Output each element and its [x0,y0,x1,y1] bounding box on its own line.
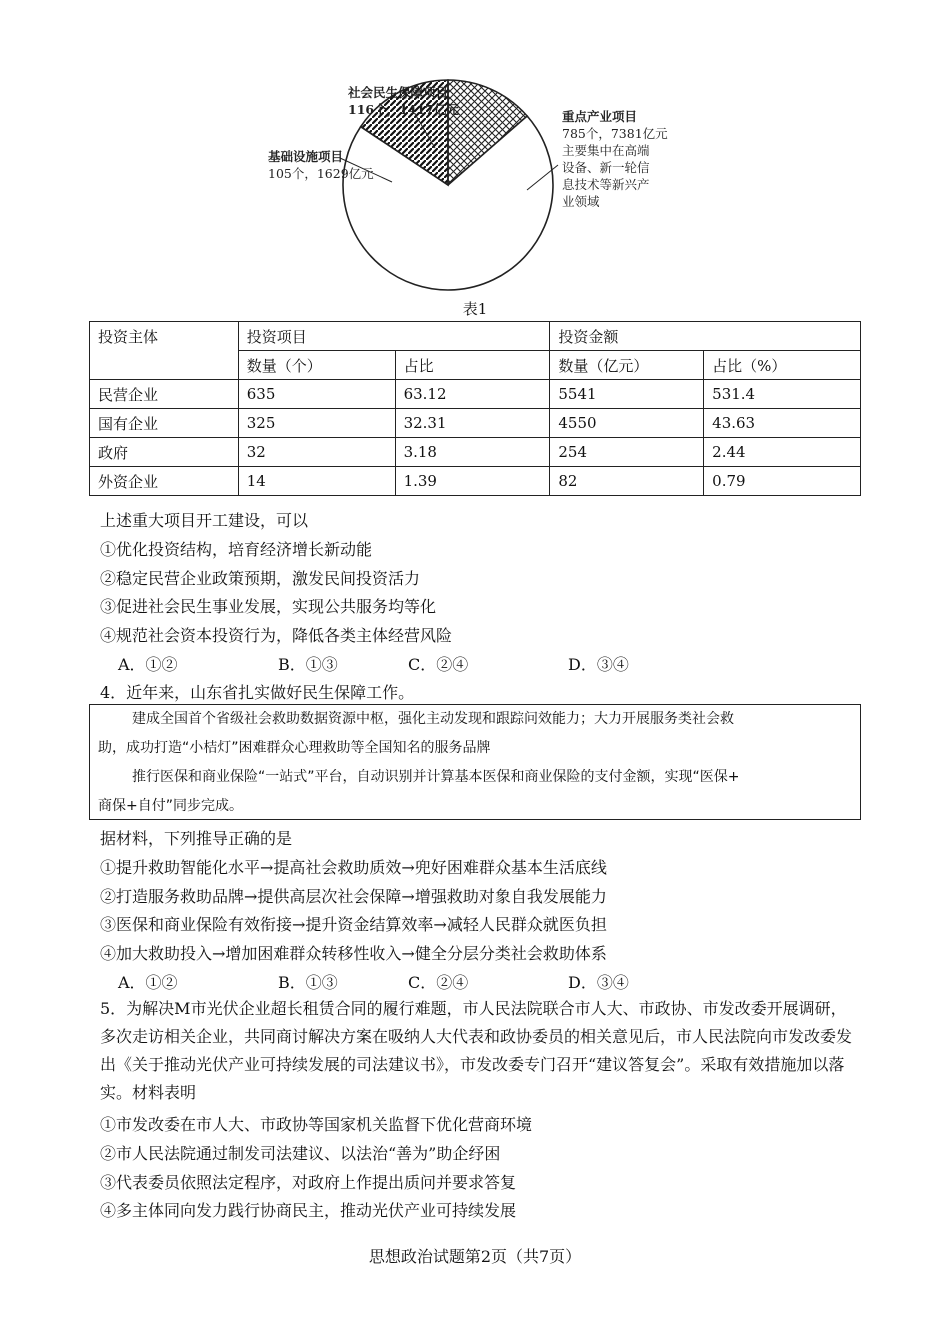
investment-table [89,321,861,496]
q3-item: ①优化投资结构，培育经济增长新动能 [100,540,373,559]
material-line: 建成全国首个省级社会救助数据资源中枢，强化主动发现和跟踪问效能力；大力开展服务类社会救 [132,711,734,727]
table-cell: 635 [238,380,395,409]
table-cell: 531.4 [704,380,861,409]
material-line: 推行医保和商业保险“一站式”平台，自动识别并计算基本医保和商业保险的支付金额，实现“医保+ [132,769,740,785]
q4-item: ④加大救助投入→增加困难群众转移性收入→健全分层分类社会救助体系 [100,944,607,963]
option-a[interactable]: A．①② [118,973,178,992]
slice-note: 主要集中在高端 [562,143,650,158]
option-a[interactable]: A．①② [118,655,178,674]
subheader-cell: 数量（亿元） [550,351,704,380]
table-cell: 5541 [550,380,704,409]
q4-item: ③医保和商业保险有效衔接→提升资金结算效率→减轻人民群众就医负担 [100,915,607,934]
q4-item: ②打造服务救助品牌→提供高层次社会保障→增强救助对象自我发展能力 [100,887,607,906]
slice-label-livelihood [348,84,459,118]
table-cell: 325 [238,409,395,438]
table-header-row [90,322,861,351]
q4-material-box [89,704,861,820]
table-cell: 32 [238,438,395,467]
table-row [90,409,861,438]
header-amount: 投资金额 [550,322,861,351]
subheader-cell: 占比 [395,351,550,380]
table-cell: 0.79 [704,467,861,496]
slice-count: 116个，1417亿元 [348,102,459,117]
slice-name: 重点产业项目 [562,109,638,124]
slice-note: 息技术等新兴产 [562,177,650,192]
table-cell: 82 [550,467,704,496]
table-cell: 政府 [90,438,239,467]
slice-name: 基础设施项目 [268,149,344,164]
table-cell: 63.12 [395,380,550,409]
slice-label-infrastructure [268,148,374,182]
q5-item: ③代表委员依照法定程序，对政府上作提出质问并要求答复 [100,1173,517,1192]
slice-count: 105个，1629亿元 [268,166,374,181]
table-cell: 2.44 [704,438,861,467]
table-cell: 32.31 [395,409,550,438]
table-cell: 4550 [550,409,704,438]
page-footer: 思想政治试题第2页（共7页） [368,1247,582,1266]
q4-item: ①提升救助智能化水平→提高社会救助质效→兜好困难群众基本生活底线 [100,858,607,877]
slice-note: 设备、新一轮信 [562,160,650,175]
slice-name: 社会民生保障项目 [348,85,449,100]
option-b[interactable]: B．①③ [278,973,338,992]
table-cell: 1.39 [395,467,550,496]
table-row [90,438,861,467]
slice-label-industry [562,108,668,210]
table-cell: 外资企业 [90,467,239,496]
q5-stem: 5．为解决M市光伏企业超长租赁合同的履行难题，市人民法院联合市人大、市政协、市发改委开展调研，多次走访相关企业，共同商讨解决方案在吸纳人大代表和政协委员的相关意见后，市人民法院向市发改委发出《关于推动光伏产业可持续发展的司法建议书》，市发改委专门召开“建议答复会”。采取有效措施加以落实。材料表明 [100,999,853,1102]
q4-question: 据材料，下列推导正确的是 [100,829,293,848]
table-cell: 43.63 [704,409,861,438]
q3-item: ④规范社会资本投资行为，降低各类主体经营风险 [100,626,453,645]
option-d[interactable]: D．③④ [568,655,629,674]
option-d[interactable]: D．③④ [568,973,629,992]
header-projects: 投资项目 [238,322,550,351]
table-row [90,467,861,496]
slice-note: 业领域 [562,194,600,209]
table-cell: 国有企业 [90,409,239,438]
option-c[interactable]: C．②④ [408,973,469,992]
q5-item: ④多主体同向发力践行协商民主，推动光伏产业可持续发展 [100,1201,517,1220]
table-cell: 14 [238,467,395,496]
q5-item: ①市发改委在市人大、市政协等国家机关监督下优化营商环境 [100,1115,533,1134]
subheader-cell: 占比（%） [704,351,861,380]
option-b[interactable]: B．①③ [278,655,338,674]
header-subject: 投资主体 [90,322,239,380]
table-row [90,380,861,409]
q3-stem: 上述重大项目开工建设，可以 [100,511,309,530]
table-caption: 表1 [462,300,488,318]
q4-stem: 4．近年来，山东省扎实做好民生保障工作。 [100,683,415,702]
table-cell: 254 [550,438,704,467]
table-cell: 3.18 [395,438,550,467]
table-cell: 民营企业 [90,380,239,409]
option-c[interactable]: C．②④ [408,655,469,674]
material-line: 助，成功打造“小桔灯”困难群众心理救助等全国知名的服务品牌 [98,740,491,756]
q3-item: ②稳定民营企业政策预期，激发民间投资活力 [100,569,421,588]
slice-count: 785个，7381亿元 [562,126,668,141]
q3-item: ③促进社会民生事业发展，实现公共服务均等化 [100,597,437,616]
material-line: 商保+自付”同步完成。 [98,798,243,814]
subheader-cell: 数量（个） [238,351,395,380]
q5-item: ②市人民法院通过制发司法建议、以法治“善为”助企纾困 [100,1144,501,1163]
investment-pie-chart [240,70,710,295]
